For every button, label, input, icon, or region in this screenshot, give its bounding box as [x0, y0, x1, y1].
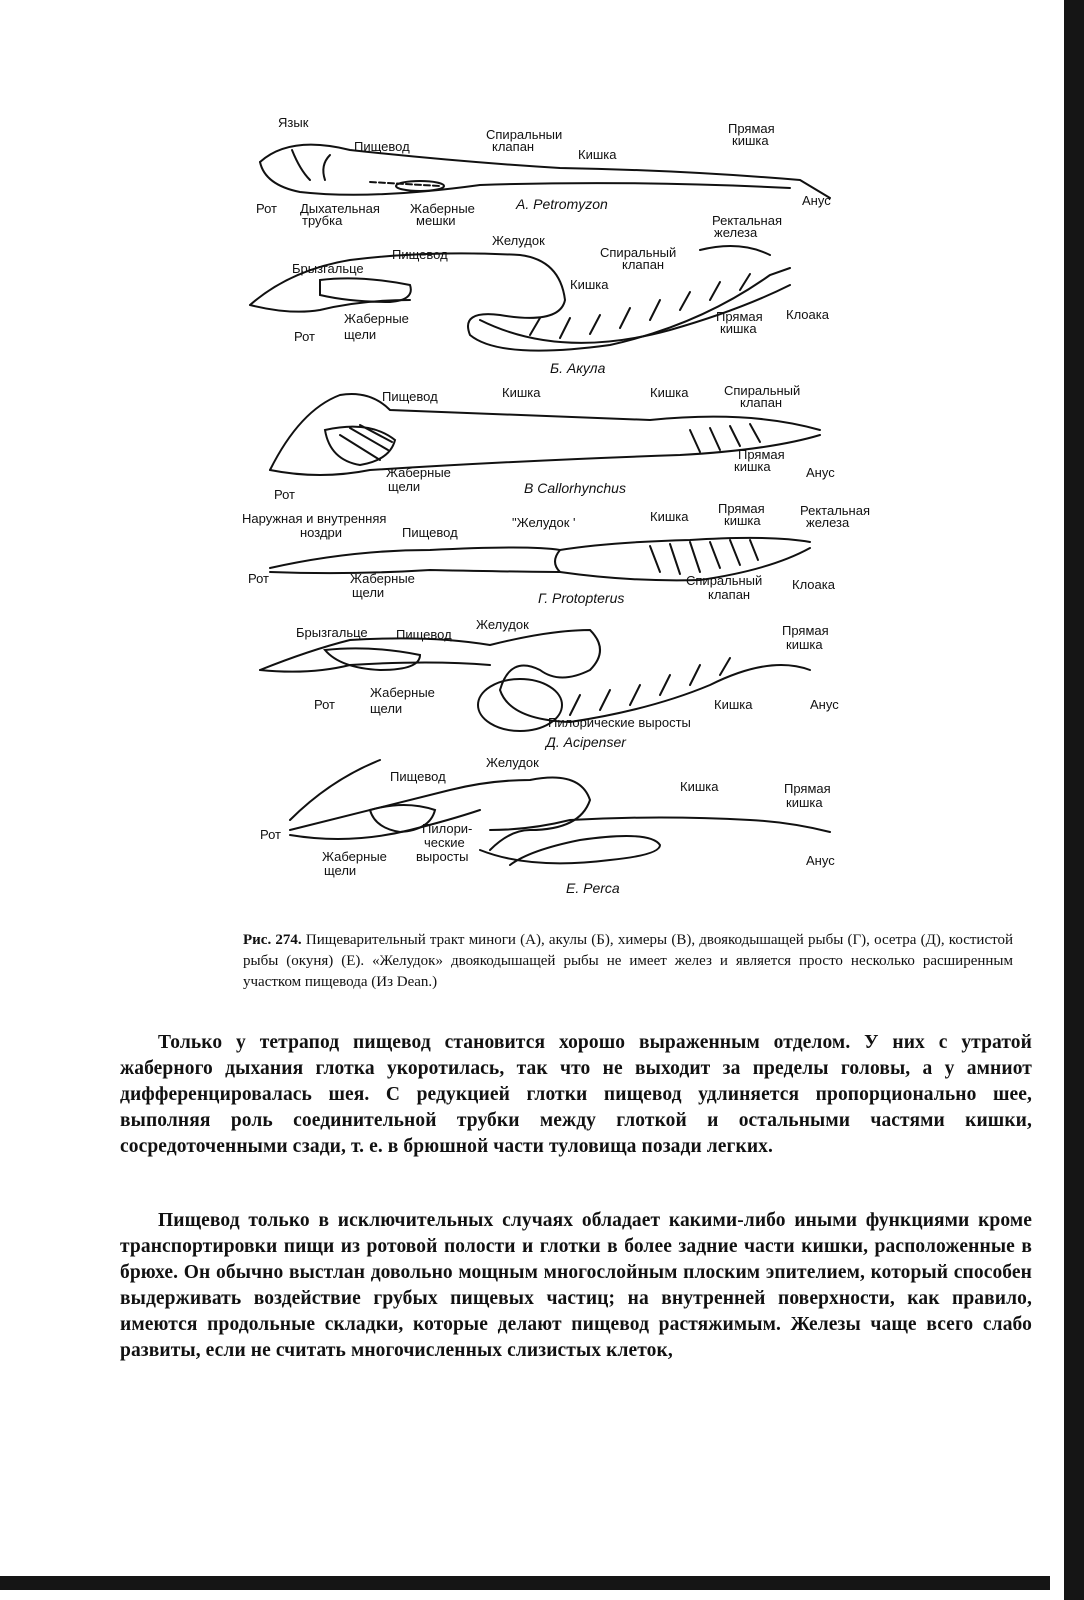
panel-caption: Б. Акула	[550, 360, 606, 376]
label: Рот	[274, 487, 295, 502]
label: кишка	[734, 459, 771, 474]
label: Спиральный	[686, 573, 763, 588]
label: Анус	[806, 465, 835, 480]
label: Желудок	[486, 755, 539, 770]
label: клапан	[622, 257, 665, 272]
label: Язык	[278, 115, 309, 130]
label: кишка	[786, 637, 823, 652]
label: Рот	[256, 201, 277, 216]
label: Спиральный	[724, 383, 801, 398]
panel-a-drawing	[260, 145, 830, 198]
label: Кишка	[502, 385, 541, 400]
label: Анус	[802, 193, 831, 208]
label: щели	[344, 327, 377, 342]
label: кишка	[720, 321, 757, 336]
label: Пилорические выросты	[548, 715, 691, 730]
label: железа	[714, 225, 758, 240]
label: ноздри	[300, 525, 343, 540]
label: Жаберные	[322, 849, 387, 864]
label: Спиральный	[600, 245, 677, 260]
label: мешки	[416, 213, 456, 228]
body-paragraph: Только у тетрапод пищевод становится хорошо выраженным отделом. У них с утратой жаберного дыхания глотка укоротилась, так что не выходит за пределы головы, а у амниот дифференцировалась шея. С редукцией глотки пищевод удлиняется пропорционально шее, выполняя роль соединительной трубки между глоткой и остальными частями кишки, сосредоточенными сзади, т. е. в брюшной части туловища позади легких.	[120, 1032, 1032, 1157]
label: Пищевод	[402, 525, 458, 540]
label: Жаберные	[344, 311, 409, 326]
label: Анус	[806, 853, 835, 868]
label: Кишка	[650, 385, 689, 400]
label: Клоака	[792, 577, 835, 592]
label: Рот	[260, 827, 281, 842]
label: Пищевод	[392, 247, 448, 262]
label: Жаберные	[350, 571, 415, 586]
panel-caption: Е. Perca	[566, 880, 620, 896]
label: Прямая	[718, 501, 765, 516]
label: Наружная и внутренняя	[242, 511, 387, 526]
label: Ректальная	[800, 503, 871, 518]
label: кишка	[724, 513, 761, 528]
body-paragraph: Пищевод только в исключительных случаях обладает какими-либо иными функциями кроме транспортировки пищи из ротовой полости и глотки в более задние части кишки, расположенные в брюхе. Он обычно выстлан довольно мощным многослойным плоским эпителием, который способен выдерживать воздействие грубых пищевых частиц; на внутренней поверхности, как правило, имеются продольные складки, которые делают пищевод растяжимым. Железы чаще всего слабо развиты, если не считать многочисленных слизистых клеток,	[120, 1210, 1032, 1361]
label: Дыхательная	[300, 201, 380, 216]
label: трубка	[302, 213, 343, 228]
label: Жаберные	[410, 201, 475, 216]
label: Спиральныи	[486, 127, 563, 142]
label: щели	[388, 479, 421, 494]
label: Рот	[248, 571, 269, 586]
page-edge-shadow	[1064, 0, 1084, 1600]
panel-caption: А. Petromyzon	[516, 196, 608, 212]
label: щели	[352, 585, 385, 600]
label: ческие	[424, 835, 465, 850]
label: Брызгальце	[296, 625, 368, 640]
label: Ректальная	[712, 213, 783, 228]
panel-caption: Г. Protopterus	[538, 590, 625, 606]
label: железа	[806, 515, 850, 530]
label: Прямая	[784, 781, 831, 796]
label: кишка	[786, 795, 823, 810]
panel-e-drawing	[260, 627, 810, 731]
label: щели	[324, 863, 357, 878]
digestive-tract-figure	[230, 110, 890, 930]
label: Рот	[294, 329, 315, 344]
label: Прямая	[782, 623, 829, 638]
label: Пищевод	[396, 627, 452, 642]
panel-caption: В Callorhynchus	[524, 480, 626, 496]
label: Желудок	[476, 617, 529, 632]
label: Рот	[314, 697, 335, 712]
figure-caption-text: Пищеварительный тракт миноги (А), акулы (Б), химеры (В), двоякодышащей рыбы (Г), осетра (Д), костистой рыбы (окуня) (Е). «Желудок» двоякодышащей рыбы не имеет желез и является просто несколько расширенным участком пищевода (Из Dean.)	[243, 932, 1013, 990]
label: клапан	[708, 587, 751, 602]
label: клапан	[740, 395, 783, 410]
label: Прямая	[728, 121, 775, 136]
page-bottom-shadow	[0, 1576, 1050, 1590]
label: Кишка	[570, 277, 609, 292]
label: Жаберные	[386, 465, 451, 480]
label: Анус	[810, 697, 839, 712]
label: Прямая	[716, 309, 763, 324]
panel-caption: Д. Acipenser	[546, 734, 626, 750]
label: "Желудок '	[512, 515, 576, 530]
label: Пищевод	[382, 389, 438, 404]
figure-number: Рис. 274.	[243, 932, 302, 948]
label: Брызгальце	[292, 261, 364, 276]
label: Кишка	[714, 697, 753, 712]
label: клапан	[492, 139, 535, 154]
figure-caption	[243, 930, 1013, 993]
label: выросты	[416, 849, 469, 864]
label: Кишка	[680, 779, 719, 794]
label: Пищевод	[390, 769, 446, 784]
label: кишка	[732, 133, 769, 148]
label: Пищевод	[354, 139, 410, 154]
label: Жаберные	[370, 685, 435, 700]
label: Кишка	[650, 509, 689, 524]
label: Пилори-	[422, 821, 473, 836]
label: Желудок	[492, 233, 545, 248]
label: Прямая	[738, 447, 785, 462]
label: Клоака	[786, 307, 829, 322]
label: Кишка	[578, 147, 617, 162]
label: щели	[370, 701, 403, 716]
